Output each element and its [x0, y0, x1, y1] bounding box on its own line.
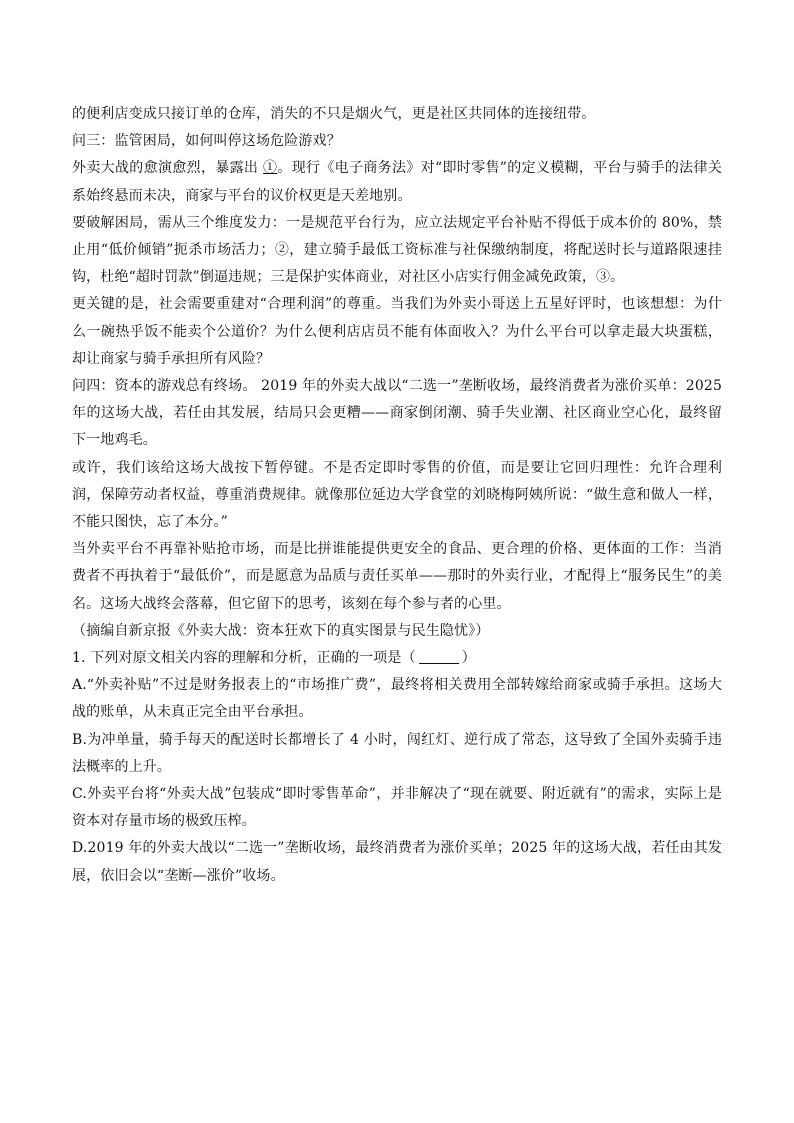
- paragraph-pause-button: 或许，我们该给这场大战按下暂停键。不是否定即时零售的价值，而是要让它回归理性：允许合理利润，保障劳动者权益，尊重消费规律。就像那位延边大学食堂的刘晓梅阿姨所说：“做生意和做人一样，不能只图快，忘了本分。”: [72, 459, 722, 531]
- text-segment: ，建立骑手最低工资标准与社保缴纳制度，将配送时长与道路限速挂钩，杜绝“超时罚款”倒逼违规；三是保护实体商业，对社区小店实行佣金减免政策，: [72, 242, 722, 286]
- blank-marker-3: ③: [596, 269, 611, 286]
- text-segment: 。: [610, 269, 625, 286]
- option-d: D.2019 年的外卖大战以“二选一”垄断收场，最终消费者为涨价买单；2025 年的这场大战，若任由其发展，依旧会以“垄断—涨价”收场。: [72, 840, 722, 884]
- paragraph-continuation: 的便利店变成只接订单的仓库，消失的不只是烟火气，更是社区共同体的连接纽带。: [72, 106, 596, 122]
- text-segment: 外卖大战的愈演愈烈，暴露出: [72, 160, 264, 177]
- paragraph-conclusion: 当外卖平台不再靠补贴抢市场，而是比拼谁能提供更安全的食品、更合理的价格、更体面的工作：当消费者不再执着于“最低价”，而是愿意为品质与责任买单——那时的外卖行业，才配得上“服务民生”的美名。这场大战终会落幕，但它留下的思考，该刻在每个参与者的心里。: [72, 541, 722, 612]
- blank-marker-2: ②: [274, 242, 290, 259]
- text-segment: 。现行《电子商务法》对“即时零售”的定义模糊，平台与骑手的法律关系始终悬而未决，商家与平台的议价权更是天差地别。: [72, 160, 722, 204]
- article-body: [72, 101, 722, 890]
- option-b: B.为冲单量，骑手每天的配送时长都增长了 4 小时，闯红灯、逆行成了常态，这导致了全国外卖骑手违法概率的上升。: [72, 731, 722, 775]
- question-text: 1. 下列对原文相关内容的理解和分析，正确的一项是（: [72, 650, 416, 667]
- question-paren-close: ）: [461, 650, 476, 667]
- source-citation: （摘编自新京报《外卖大战：资本狂欢下的真实图景与民生隐忧》）: [72, 622, 490, 639]
- blank-marker-1: ①: [263, 160, 278, 177]
- answer-blank[interactable]: [419, 649, 459, 664]
- section-heading-q3: 问三：监管困局，如何叫停这场危险游戏？: [72, 133, 341, 150]
- question-1-stem: [72, 645, 722, 672]
- paragraph-reasonable-profit: 更关键的是，社会需要重建对“合理利润”的尊重。当我们为外卖小哥送上五星好评时，也该想想：为什么一碗热乎饭不能卖个公道价？为什么便利店店员不能有体面收入？为什么平台可以拿走最大块蛋糕，却让商家与骑手承担所有风险？: [72, 296, 722, 367]
- paragraph-regulation-dilemma: [72, 155, 722, 209]
- text-segment: 要破解困局，需从三个维度发力：一是规范平台行为，应立法规定平台补贴不得低于成本价的 80%，禁止用“低价倾销”扼杀市场活力；: [72, 214, 722, 259]
- section-heading-q4: 问四：资本的游戏总有终场。 2019 年的外卖大战以“二选一”垄断收场，最终消费者为涨价买单：2025年的这场大战，若任由其发展，结局只会更糟——商家倒闭潮、骑手失业潮、社区商业空心化，最终留下一地鸡毛。: [72, 378, 722, 449]
- option-a: A.“外卖补贴”不过是财务报表上的“市场推广费”，最终将相关费用全部转嫁给商家或骑手承担。这场大战的账单，从未真正完全由平台承担。: [72, 677, 722, 721]
- paragraph-three-dimensions: [72, 210, 722, 292]
- option-c: C.外卖平台将“外卖大战”包装成“即时零售革命”，并非解决了“现在就要、附近就有”的需求，实际上是资本对存量市场的极致压榨。: [72, 786, 722, 830]
